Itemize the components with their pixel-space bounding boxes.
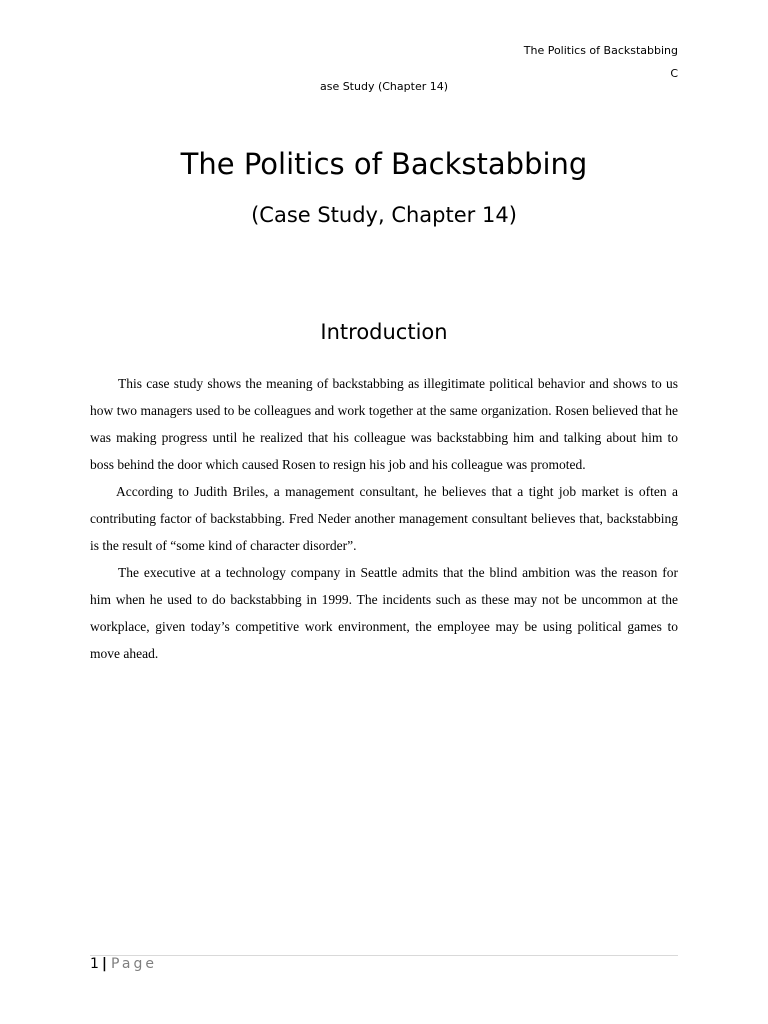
page-footer: [90, 956, 157, 972]
page-separator: |: [101, 956, 108, 972]
running-header-title: The Politics of Backstabbing: [523, 44, 678, 57]
paragraph: The executive at a technology company in Seattle admits that the blind ambition was the reason for him when he used to do backstabbing in 1999. The incidents such as these may not be uncommon at the workplace, given today’s competitive work environment, the employee may be using political games to move ahead.: [90, 565, 678, 661]
footer-divider: [90, 955, 678, 956]
paragraph: According to Judith Briles, a management consultant, he believes that a tight job market is often a contributing factor of backstabbing. Fred Neder another management consultant believes that, backstabbing is the result of “some kind of character disorder”.: [90, 484, 678, 553]
page-number: 1: [90, 956, 99, 972]
document-title: The Politics of Backstabbing: [180, 147, 588, 181]
body-text: [90, 370, 678, 667]
running-header-fragment: C: [670, 67, 678, 80]
paragraph: This case study shows the meaning of backstabbing as illegitimate political behavior and shows to us how two managers used to be colleagues and work together at the same organization. Rosen believed that he was making progress until he realized that his colleague was backstabbing him and talking about him to boss behind the door which caused Rosen to resign his job and his colleague was promoted.: [90, 376, 678, 472]
document-subtitle: (Case Study, Chapter 14): [251, 203, 517, 227]
page-label: Page: [111, 956, 157, 972]
running-header-subtitle: ase Study (Chapter 14): [319, 80, 449, 93]
section-heading-introduction: Introduction: [320, 320, 448, 344]
